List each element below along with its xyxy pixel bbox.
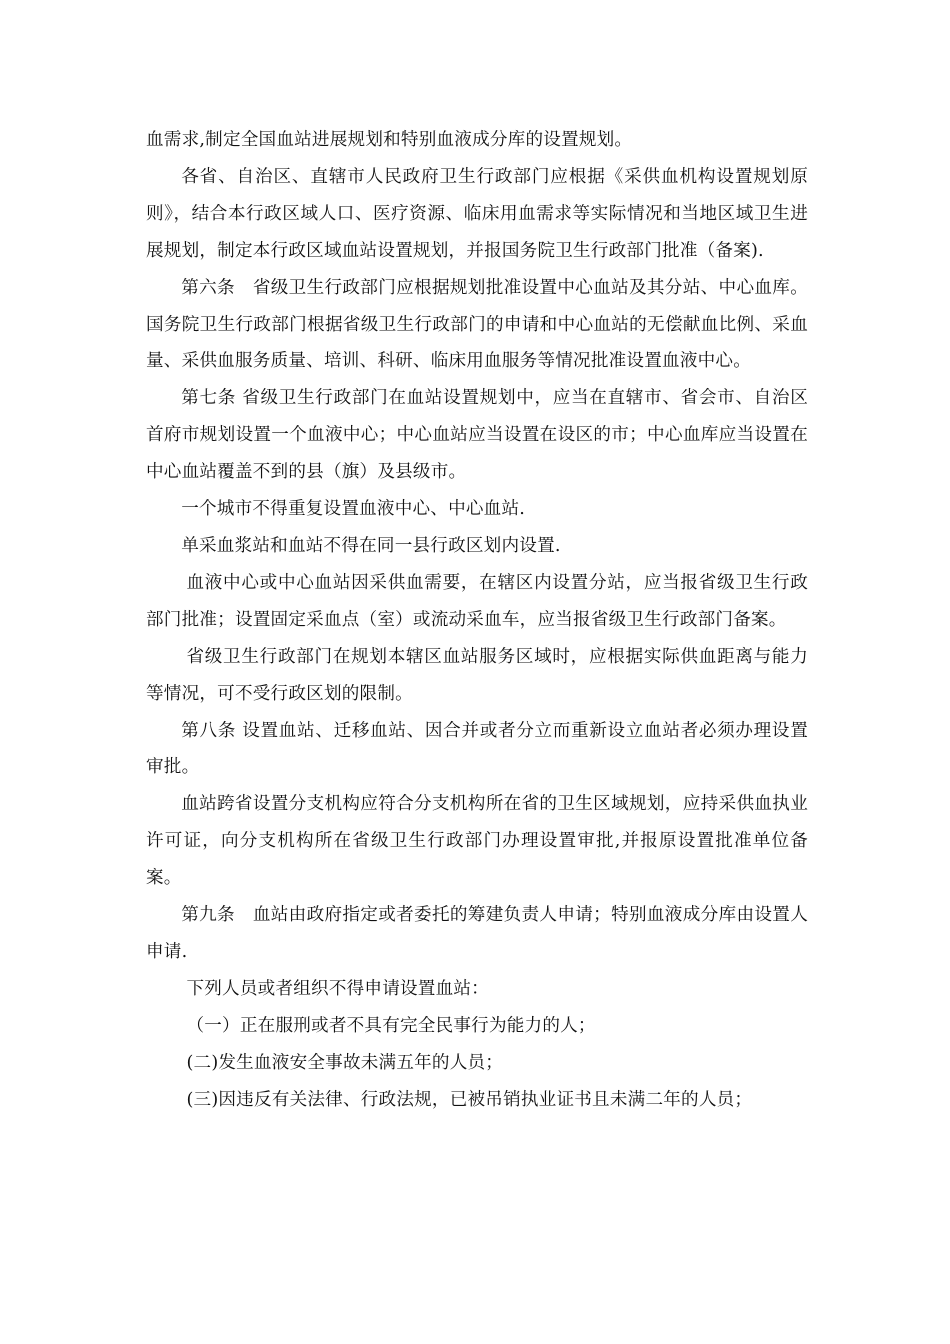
paragraph: 下列人员或者组织不得申请设置血站： [186,978,489,999]
list-item: （一）正在服刑或者不具有完全民事行为能力的人； [186,1015,596,1036]
article-9-paragraph: 第九条 血站由政府指定或者委托的筹建负责人申请；特别血液成分库由设置人申请. [146,905,808,962]
document-body [146,122,808,1118]
paragraph: 血需求,制定全国血站进展规划和特别血液成分库的设置规划。 [146,130,633,150]
article-6-paragraph: 第六条 省级卫生行政部门应根据规划批准设置中心血站及其分站、中心血库。国务院卫生行政部门根据省级卫生行政部门的申请和中心血站的无偿献血比例、采血量、采供血服务质量、培训、科研、临床用血服务等情况批准设置血液中心。 [146,277,808,372]
paragraph: 一个城市不得重复设置血液中心、中心血站. [181,499,526,520]
list-item: (二)发生血液安全事故未满五年的人员； [186,1052,504,1073]
paragraph: 单采血浆站和血站不得在同一县行政区划内设置. [181,535,561,556]
paragraph: 血液中心或中心血站因采供血需要，在辖区内设置分站，应当报省级卫生行政部门批准；设置固定采血点（室）或流动采血车，应当报省级卫生行政部门备案。 [146,572,808,630]
paragraph: 血站跨省设置分支机构应符合分支机构所在省的卫生区域规划，应持采供血执业许可证，向分支机构所在省级卫生行政部门办理设置审批,并报原设置批准单位备案。 [146,794,808,889]
list-item: (三)因违反有关法律、行政法规，已被吊销执业证书且未满二年的人员； [186,1089,753,1110]
paragraph: 省级卫生行政部门在规划本辖区血站服务区域时，应根据实际供血距离与能力等情况，可不受行政区划的限制。 [146,646,808,704]
article-7-paragraph: 第七条 省级卫生行政部门在血站设置规划中，应当在直辖市、省会市、自治区首府市规划设置一个血液中心；中心血站应当设置在设区的市；中心血库应当设置在中心血站覆盖不到的县（旗）及县级市。 [146,388,808,483]
paragraph: 各省、自治区、直辖市人民政府卫生行政部门应根据《采供血机构设置规划原则》，结合本行政区域人口、医疗资源、临床用血需求等实际情况和当地区域卫生进展规划，制定本行政区域血站设置规划，并报国务院卫生行政部门批准（备案). [146,166,808,261]
article-8-paragraph: 第八条 设置血站、迁移血站、因合并或者分立而重新设立血站者必须办理设置审批。 [146,720,808,778]
